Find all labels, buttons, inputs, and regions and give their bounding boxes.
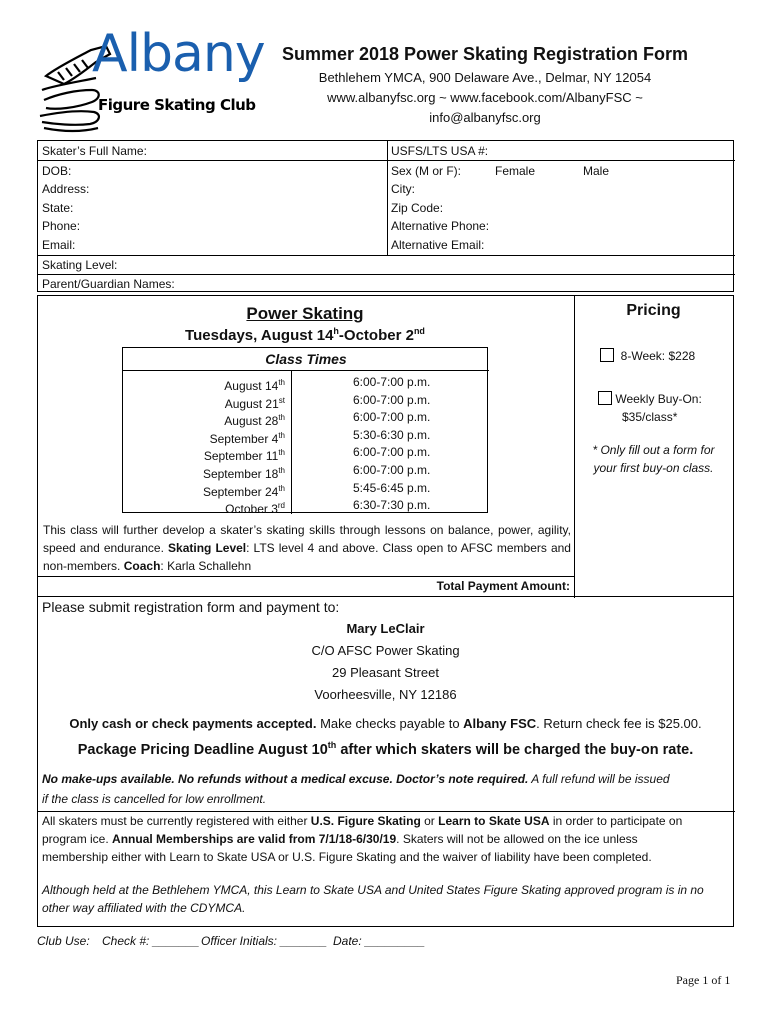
full-name-field[interactable]: Skater’s Full Name: xyxy=(42,144,147,158)
class-time: 6:00-7:00 p.m. xyxy=(353,375,431,389)
class-date: September 24th xyxy=(202,483,285,499)
state-field[interactable]: State: xyxy=(42,201,74,215)
sex-female-option[interactable]: Female xyxy=(495,164,536,178)
class-time: 6:00-7:00 p.m. xyxy=(353,445,431,460)
address-field[interactable]: Address: xyxy=(42,182,90,196)
header-email: info@albanyfsc.org xyxy=(429,110,541,125)
pricing-option-weekly[interactable]: Weekly Buy-On: $35/class* xyxy=(598,390,702,426)
total-payment-label: Total Payment Amount: xyxy=(436,579,570,593)
recipient-name: Mary LeClair xyxy=(346,621,425,636)
disclaimer: Although held at the Bethlehem YMCA, this Learn to Skate USA and United States Figure Skating approved program is in no other way affiliated with the CDYMCA. xyxy=(42,883,704,915)
form-title: Summer 2018 Power Skating Registration Form xyxy=(281,44,689,64)
recipient-line2: 29 Pleasant Street xyxy=(332,665,439,680)
alt-email-field[interactable]: Alternative Email: xyxy=(391,238,485,252)
skating-level-field[interactable]: Skating Level: xyxy=(42,258,118,272)
class-time: 6:00-7:00 p.m. xyxy=(353,392,431,407)
parent-names-field[interactable]: Parent/Guardian Names: xyxy=(42,277,175,291)
class-description: This class will further develop a skater’s skating skills through lessons on balance, power, agility, speed and endurance. Skating Level: LTS level 4 and above. Class open to AFSC members and non-members. Coach: Karla Schallehn xyxy=(43,523,571,573)
power-skating-title: Power Skating xyxy=(246,304,364,323)
city-field[interactable]: City: xyxy=(391,182,415,196)
page-number: Page 1 of 1 xyxy=(676,973,731,987)
pricing-title: Pricing xyxy=(626,302,681,319)
class-times-table xyxy=(122,347,488,517)
class-time: 6:30-7:30 p.m. xyxy=(353,498,431,513)
sex-field[interactable]: Sex (M or F): xyxy=(391,164,462,178)
class-times-heading: Class Times xyxy=(265,351,347,367)
checkbox-8week[interactable] xyxy=(600,348,614,362)
email-field[interactable]: Email: xyxy=(42,238,76,252)
date-field[interactable]: Date: _________ xyxy=(333,934,426,948)
usfs-number-field[interactable]: USFS/LTS USA #: xyxy=(391,144,489,158)
class-time: 6:00-7:00 p.m. xyxy=(353,463,431,477)
club-use-label: Club Use: xyxy=(37,934,90,948)
class-date: October 3rd xyxy=(225,501,285,517)
officer-initials-field[interactable]: Officer Initials: _______ xyxy=(201,934,328,948)
class-date: August 28th xyxy=(224,413,285,429)
refund-policy: No make-ups available. No refunds without a medical excuse. Doctor’s note required. A full refund will be issued if the class is cancelled for low enrollment. xyxy=(42,772,670,806)
class-time: 6:00-7:00 p.m. xyxy=(353,410,431,425)
class-date: September 4th xyxy=(209,430,285,446)
alt-phone-field[interactable]: Alternative Phone: xyxy=(391,219,490,233)
deadline-notice: Package Pricing Deadline August 10th after which skaters will be charged the buy-on rate. xyxy=(77,740,694,758)
payment-methods: Only cash or check payments accepted. Make checks payable to Albany FSC. Return check fee is $25.00. xyxy=(69,716,702,731)
class-date: August 14th xyxy=(224,378,285,393)
power-skating-dates: Tuesdays, August 14$^h$-October 2nd xyxy=(185,326,425,344)
class-date: August 21st xyxy=(224,395,285,411)
class-date: September 18th xyxy=(202,466,285,481)
dob-field[interactable]: DOB: xyxy=(42,164,72,178)
class-time: 5:30-6:30 p.m. xyxy=(353,427,431,442)
class-date: September 11th xyxy=(203,448,285,464)
logo-wordmark: Albany xyxy=(92,24,265,84)
checkbox-weekly[interactable] xyxy=(598,391,612,405)
zip-field[interactable]: Zip Code: xyxy=(391,201,444,215)
skater-info-table xyxy=(37,140,734,292)
recipient-line3: Voorheesville, NY 12186 xyxy=(314,687,457,702)
membership-requirement: All skaters must be currently registered with either U.S. Figure Skating or Learn to Skate USA in order to participate on program ice. Annual Memberships are valid from 7/1/18-6/30/19. Skaters will not be allowed on the ice unless membership either with Learn to Skate USA or U.S. Figure Skating and the waiver of liability have been completed. xyxy=(42,814,683,864)
check-number-field[interactable]: Check #: _______ xyxy=(102,934,200,948)
header-address: Bethlehem YMCA, 900 Delaware Ave., Delmar, NY 12054 xyxy=(318,70,652,85)
pricing-note: * Only fill out a form for your first buy-on class. xyxy=(592,443,715,475)
class-time: 5:45-6:45 p.m. xyxy=(353,480,431,495)
submit-intro: Please submit registration form and payment to: xyxy=(42,599,340,615)
phone-field[interactable]: Phone: xyxy=(42,219,81,233)
header-web: www.albanyfsc.org ~ www.facebook.com/AlbanyFSC ~ xyxy=(327,90,643,105)
logo-subtitle: Figure Skating Club xyxy=(98,96,256,114)
recipient-line1: C/O AFSC Power Skating xyxy=(311,643,460,658)
sex-male-option[interactable]: Male xyxy=(583,164,610,178)
pricing-option-8week[interactable]: 8-Week: $228 xyxy=(600,348,695,363)
